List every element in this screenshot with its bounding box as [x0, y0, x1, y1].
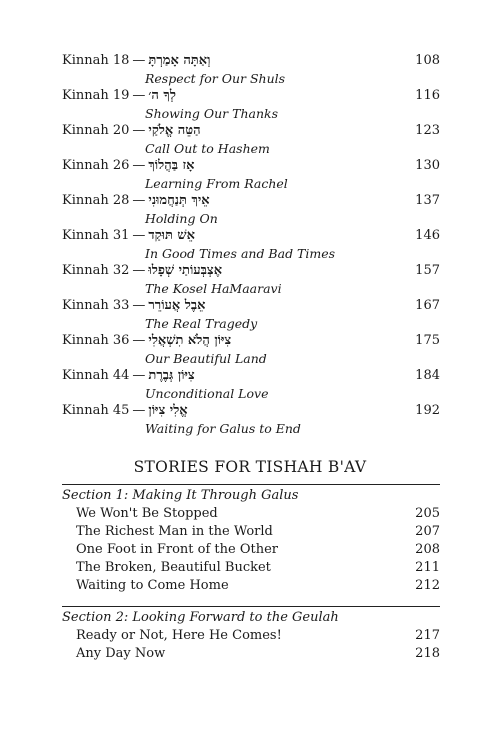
page-number: 212: [415, 578, 440, 593]
kinnah-subtitle: Showing Our Thanks: [145, 106, 278, 121]
page-number: 108: [415, 53, 440, 68]
kinnah-subtitle: Unconditional Love: [145, 386, 269, 401]
kinnah-list: [62, 52, 440, 437]
kinnah-subtitle: Respect for Our Shuls: [145, 71, 286, 86]
kinnah-entry[interactable]: [62, 367, 440, 402]
section-1: [62, 484, 440, 595]
hebrew-title: לְךָ ה׳: [148, 88, 176, 103]
hebrew-title: הַטֵּה אֱלֹקַי: [148, 123, 201, 138]
em-dash: —: [132, 53, 146, 68]
em-dash: —: [132, 228, 146, 243]
kinnah-label: Kinnah 28: [62, 193, 130, 208]
em-dash: —: [132, 263, 146, 278]
story-title: Any Day Now: [76, 646, 166, 661]
hebrew-title: צִיּוֹן גְּבֶרֶת: [148, 368, 195, 383]
kinnah-entry[interactable]: [62, 87, 440, 122]
kinnah-heading-line: [62, 87, 440, 105]
kinnah-subtitle: Waiting for Galus to End: [145, 421, 301, 436]
kinnah-label: Kinnah 31: [62, 228, 130, 243]
kinnah-label: Kinnah 26: [62, 158, 130, 173]
kinnah-label: Kinnah 20: [62, 123, 130, 138]
kinnah-heading-line: [62, 332, 440, 350]
em-dash: —: [132, 403, 146, 418]
kinnah-heading-line: [62, 297, 440, 315]
page-number: 211: [415, 560, 440, 575]
kinnah-label: Kinnah 33: [62, 298, 130, 313]
kinnah-heading-line: [62, 227, 440, 245]
section-2: [62, 606, 440, 663]
kinnah-label: Kinnah 19: [62, 88, 130, 103]
stories-heading: STORIES FOR TISHAH B'AV: [133, 458, 367, 476]
kinnah-label: Kinnah 45: [62, 403, 130, 418]
kinnah-subtitle: Our Beautiful Land: [145, 351, 267, 366]
em-dash: —: [132, 88, 146, 103]
page-number: 205: [415, 506, 440, 521]
story-entry[interactable]: [62, 541, 440, 559]
story-entry[interactable]: [62, 523, 440, 541]
kinnah-entry[interactable]: [62, 122, 440, 157]
page-number: 192: [415, 403, 440, 418]
kinnah-subtitle: Learning From Rachel: [145, 176, 288, 191]
page-number: 184: [415, 368, 440, 383]
page-number: 123: [415, 123, 440, 138]
story-title: The Broken, Beautiful Bucket: [76, 560, 271, 575]
page-number: 208: [415, 542, 440, 557]
kinnah-label: Kinnah 18: [62, 53, 130, 68]
kinnah-label: Kinnah 36: [62, 333, 130, 348]
page-number: 146: [415, 228, 440, 243]
kinnah-entry[interactable]: [62, 262, 440, 297]
page-number: 137: [415, 193, 440, 208]
story-title: Waiting to Come Home: [76, 578, 229, 593]
kinnah-heading-line: [62, 262, 440, 280]
em-dash: —: [132, 193, 146, 208]
story-title: We Won't Be Stopped: [76, 506, 218, 521]
kinnah-entry[interactable]: [62, 157, 440, 192]
page-number: 157: [415, 263, 440, 278]
story-entry[interactable]: [62, 627, 440, 645]
story-entry[interactable]: [62, 577, 440, 595]
kinnah-entry[interactable]: [62, 52, 440, 87]
kinnah-entry[interactable]: [62, 332, 440, 367]
kinnah-subtitle: The Kosel HaMaaravi: [145, 281, 282, 296]
hebrew-title: צִיּוֹן הֲלֹא תִשְׁאֲלִי: [148, 333, 232, 348]
kinnah-heading-line: [62, 52, 440, 70]
hebrew-title: אֱלִי צִיּוֹן: [148, 403, 188, 418]
kinnah-entry[interactable]: [62, 192, 440, 227]
page-number: 207: [415, 524, 440, 539]
hebrew-title: אֵשׁ תּוּקַד: [148, 228, 195, 243]
section-title: Section 1: Making It Through Galus: [62, 484, 440, 505]
kinnah-heading-line: [62, 157, 440, 175]
em-dash: —: [132, 333, 146, 348]
kinnah-heading-line: [62, 367, 440, 385]
hebrew-title: אֵבֶל אֲעוֹרֵר: [148, 298, 206, 313]
page-number: 218: [415, 646, 440, 661]
story-title: The Richest Man in the World: [76, 524, 273, 539]
story-title: Ready or Not, Here He Comes!: [76, 628, 282, 643]
kinnah-subtitle: Holding On: [145, 211, 218, 226]
section-title: Section 2: Looking Forward to the Geulah: [62, 606, 440, 627]
page-number: 175: [415, 333, 440, 348]
kinnah-label: Kinnah 32: [62, 263, 130, 278]
em-dash: —: [132, 158, 146, 173]
hebrew-title: אָז בַּהֲלוֹךְ: [148, 158, 195, 173]
kinnah-heading-line: [62, 402, 440, 420]
page-number: 167: [415, 298, 440, 313]
hebrew-title: אֶצְבְּעוֹתַי שְׁפָלוּ: [148, 263, 223, 278]
page-number: 116: [415, 88, 440, 103]
kinnah-subtitle: Call Out to Hashem: [145, 141, 270, 156]
kinnah-heading-line: [62, 122, 440, 140]
kinnah-entry[interactable]: [62, 227, 440, 262]
story-entry[interactable]: [62, 559, 440, 577]
kinnah-subtitle: In Good Times and Bad Times: [145, 246, 336, 261]
story-entry[interactable]: [62, 505, 440, 523]
kinnah-entry[interactable]: [62, 297, 440, 332]
story-entry[interactable]: [62, 645, 440, 663]
kinnah-heading-line: [62, 192, 440, 210]
page-number: 130: [415, 158, 440, 173]
em-dash: —: [132, 298, 146, 313]
story-title: One Foot in Front of the Other: [76, 542, 278, 557]
hebrew-title: אֵיךְ תְּנַחֲמוּנִי: [148, 193, 210, 208]
hebrew-title: וְאַתָּה אָמַרְתָּ: [148, 53, 211, 68]
kinnah-label: Kinnah 44: [62, 368, 130, 383]
page-number: 217: [415, 628, 440, 643]
kinnah-entry[interactable]: [62, 402, 440, 437]
kinnah-subtitle: The Real Tragedy: [145, 316, 258, 331]
em-dash: —: [132, 368, 146, 383]
em-dash: —: [132, 123, 146, 138]
